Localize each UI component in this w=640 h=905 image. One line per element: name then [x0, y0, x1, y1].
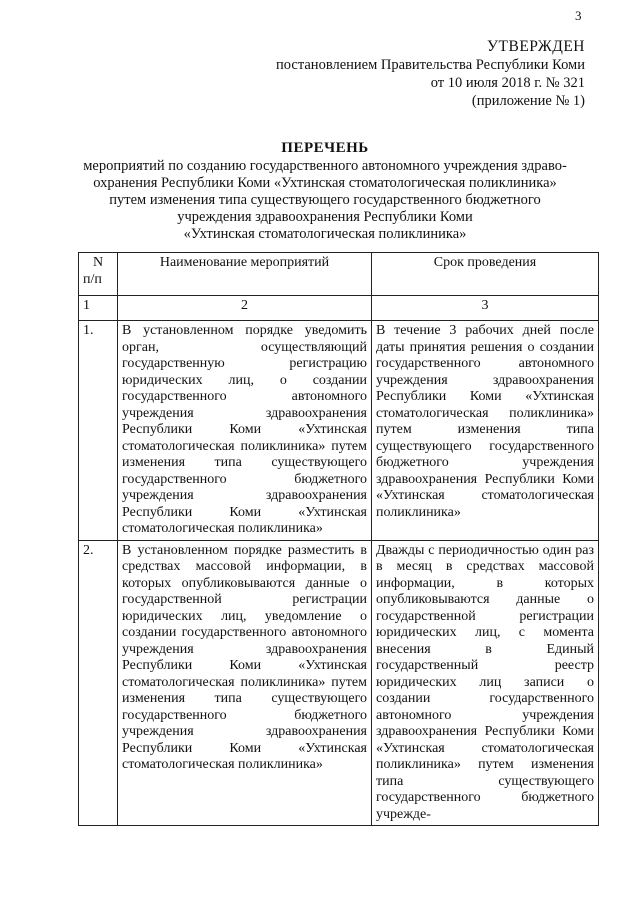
- row-number: 1.: [79, 321, 118, 541]
- row-number: 2.: [79, 540, 118, 826]
- activities-table: [78, 252, 599, 826]
- heading-line: учреждения здравоохранения Республики Коми: [177, 209, 473, 225]
- approval-line: (приложение № 1): [471, 93, 585, 109]
- header-cell-name: Наименование мероприятий: [118, 253, 372, 296]
- document-title: ПЕРЕЧЕНЬ: [281, 140, 369, 156]
- header-number-sublabel: п/п: [83, 271, 102, 287]
- page-number: 3: [575, 8, 582, 23]
- table-index-row: [79, 296, 599, 321]
- approval-title: УТВЕРЖДЕН: [487, 38, 585, 55]
- approval-block: [230, 38, 585, 110]
- table-row: [79, 540, 599, 826]
- document-heading: [60, 140, 590, 243]
- index-cell: 3: [372, 296, 599, 321]
- heading-line: охранения Республики Коми «Ухтинская стоматологическая поликлиника»: [93, 175, 557, 191]
- heading-line: «Ухтинская стоматологическая поликлиника»: [183, 226, 467, 242]
- row-term: В течение 3 рабочих дней после даты принятия решения о создании государственного автономного учреждения здравоохранения Республики Коми «Ухтинская стоматологическая поликлиника» путем изменения типа существующего государственного бюджетного учреждения здравоохранения Республики Коми «Ухтинская стоматологическая поликлиника»: [372, 321, 599, 541]
- header-number-label: N: [92, 255, 104, 270]
- row-activity: В установленном порядке уведомить орган, осуществляющий государственную регистрацию юридических лиц, о создании государственного автономного учреждения здравоохранения Республики Коми «Ухтинская стоматологическая поликлиника» путем изменения типа существующего государственного бюджетного учреждения здравоохранения Республики Коми «Ухтинская стоматологическая поликлиника»: [118, 321, 372, 541]
- heading-line: мероприятий по созданию государственного автономного учреждения здраво-: [83, 158, 567, 174]
- approval-line: от 10 июля 2018 г. № 321: [430, 75, 585, 91]
- table-row: [79, 321, 599, 541]
- row-term: Дважды с периодичностью один раз в месяц в средствах массовой информации, в которых опубликовываются данные о государственной регистрации юридических лиц, с момента внесения в Единый государственный реестр юридических лиц записи о создании государственного автономного учреждения здравоохранения Республики Коми «Ухтинская стоматологическая поликлиника» путем изменения типа существующего государственного бюджетного учрежде-: [372, 540, 599, 826]
- row-activity: В установленном порядке разместить в средствах массовой информации, в которых опубликовываются данные о государственной регистрации юридических лиц, уведомление о создании государственного автономного учреждения здравоохранения Республики Коми «Ухтинская стоматологическая поликлиника» путем изменения типа существующего государственного бюджетного учреждения здравоохранения Республики Коми «Ухтинская стоматологическая поликлиника»: [118, 540, 372, 826]
- table-header-row: [79, 253, 599, 296]
- heading-line: путем изменения типа существующего государственного бюджетного: [109, 192, 541, 208]
- header-cell-number: [79, 253, 118, 296]
- index-cell: 1: [79, 296, 118, 321]
- index-cell: 2: [118, 296, 372, 321]
- approval-line: постановлением Правительства Республики Коми: [276, 57, 585, 73]
- header-cell-term: Срок проведения: [372, 253, 599, 296]
